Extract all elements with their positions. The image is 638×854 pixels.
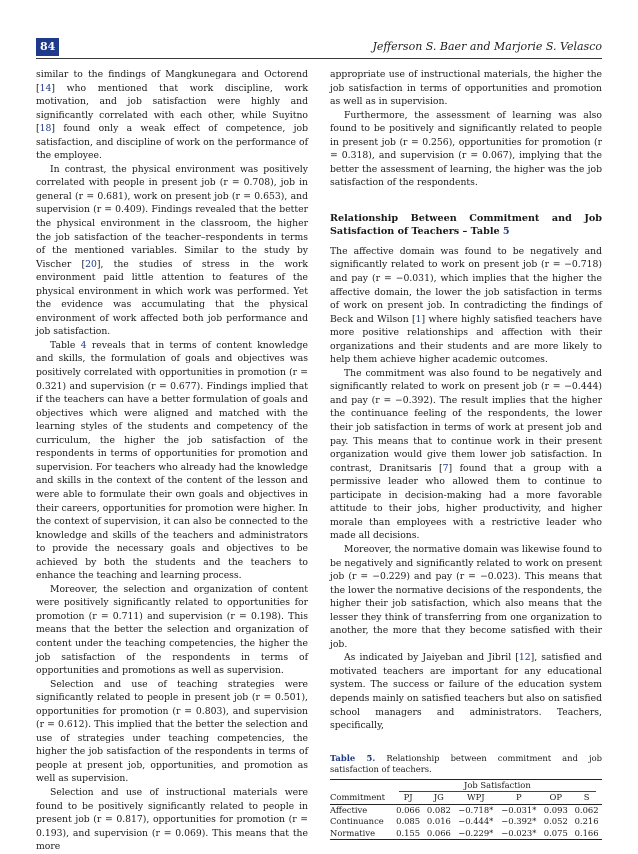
table-cell: −0.023* xyxy=(497,828,540,840)
header-rule xyxy=(36,58,602,59)
table-caption: Table 5. Relationship between commitment and job satisfaction of teachers. xyxy=(330,752,602,775)
table-row xyxy=(330,828,602,840)
running-head: Jefferson S. Baer and Marjorie S. Velasco xyxy=(372,40,602,53)
citation-link[interactable]: 18 xyxy=(39,123,52,135)
paragraph: Furthermore, the assessment of learning was also found to be positively and significantly related to people in present job (r = 0.256), opportunities for promotion (r = 0.318), and supervision (r = 0.067), implying that the better the assessment of learning, the higher was the job satisfaction of the respondents. xyxy=(330,109,602,189)
paragraph: similar to the findings of Mangkunegara and Octorend [14] who mentioned that work discipline, work motivation, and job satisfaction were highly and significantly correlated with each other, while Suyitno [18] found only a weak effect of competence, job satisfaction, and discipline of work on the performance of the employee. xyxy=(36,69,308,162)
table-cell: 0.155 xyxy=(393,828,424,840)
left-column xyxy=(36,68,308,854)
row-label: Continuance xyxy=(330,816,384,827)
table-cell: 0.166 xyxy=(571,828,602,840)
paragraph: The affective domain was found to be negatively and significantly related to work on present job (r = −0.718) and pay (r = −0.031), which implies that the higher the affective domain, the lower the job satisfaction in terms of work on present job. In contradicting the findings of Beck and Wilson [1] where highly satisfied teachers have more positive relationships and affection with their organizations and their students and are more likely to help them achieve higher academic outcomes. xyxy=(330,245,602,366)
row-label: Normative xyxy=(330,828,393,840)
table-cell: −0.718* xyxy=(458,804,494,815)
right-column xyxy=(330,68,602,840)
column-header: OP xyxy=(540,792,571,804)
table-cell: −0.444* xyxy=(458,816,494,827)
section-heading: Relationship Between Commitment and Job Satisfaction of Teachers – Table 5 xyxy=(330,212,602,238)
group-header: Job Satisfaction xyxy=(399,780,596,793)
caption-label: Table 5. xyxy=(330,752,376,763)
table-link[interactable]: 5 xyxy=(502,226,510,238)
table-cell: 0.066 xyxy=(423,828,454,840)
citation-link[interactable]: 1 xyxy=(415,313,422,325)
paragraph: In contrast, the physical environment was positively correlated with people in present job (r = 0.708), job in general (r = 0.681), work on present job (r = 0.653), and supervision (r = 0.409). Findings revealed that the better the physical environment in the classroom, the higher the job satisfaction of the teacher–respondents in terms of the mentioned variables. Similar to the study by Vischer [20], the studies of stress in the work environment paid little attention to features of the physical environment in which work was performed. Yet the evidence was accumulating that the physical environment of work affected both job performance and job satisfaction. xyxy=(36,163,308,338)
table-cell: 0.082 xyxy=(426,804,451,815)
row-header: Commitment xyxy=(330,792,393,804)
row-label: Affective xyxy=(330,804,368,815)
table-header-row xyxy=(330,792,602,804)
table-cell: 0.075 xyxy=(540,828,571,840)
table-cell: −0.229* xyxy=(454,828,497,840)
paragraph: As indicated by Jaiyeban and Jibril [12], satisfied and motivated teachers are important for any educational system. The success or failure of the education system depends mainly on satisfied teachers but also on satisfied school managers and administrators. Teachers, specifically, xyxy=(330,652,602,732)
paragraph: Moreover, the normative domain was likewise found to be negatively and significantly related to work on present job (r = −0.229) and pay (r = −0.023). This means that the lower the normative decisions of the respondents, the higher their job satisfaction, which also means that the lesser they think of transferring from one organization to another, the more that they become satisfied with their job. xyxy=(330,543,602,650)
citation-link[interactable]: 12 xyxy=(518,652,531,664)
table-cell: 0.085 xyxy=(396,816,421,827)
citation-link[interactable]: 20 xyxy=(85,258,97,270)
table-cell: 0.052 xyxy=(543,816,568,827)
column-header: P xyxy=(497,792,540,804)
table-cell: 0.066 xyxy=(396,804,421,815)
table-cell: −0.031* xyxy=(501,804,537,815)
paragraph: appropriate use of instructional materials, the higher the job satisfaction in terms of opportunities and promotion as well as in supervision. xyxy=(330,69,602,108)
table-5 xyxy=(330,779,602,841)
citation-link[interactable]: 7 xyxy=(442,462,449,474)
table-cell: −0.392* xyxy=(501,816,537,827)
paragraph: Selection and use of instructional materials were found to be positively significantly related to people in present job (r = 0.817), opportunities for promotion (r = 0.193), and supervision (r = 0.069). This means that the more xyxy=(36,786,308,853)
citation-link[interactable]: 14 xyxy=(39,82,52,94)
table-row xyxy=(330,804,602,816)
table-link[interactable]: 4 xyxy=(80,339,87,351)
paragraph: Table 4 reveals that in terms of content knowledge and skills, the formulation of goals and objectives was positively correlated with opportunities in promotion (r = 0.321) and supervision (r = 0.677). Findings implied that if the teachers can have a better formulation of goals and objectives which were aligned and matched with the learning styles of the students and competency of the curriculum, the higher the job satisfaction of the respondents in terms of opportunities for promotion and supervision. For teachers who already had the knowledge and skills in the context of the content of the lesson and were able to formulate their own goals and objectives in their careers, opportunities for promotion were higher. In the context of supervision, it can also be connected to the knowledge and skills of the teachers and administrators to provide the necessary goals and objectives to be achieved by both the students and the teachers to enhance the teaching and learning process. xyxy=(36,339,308,582)
column-header: PJ xyxy=(393,792,424,804)
page-header xyxy=(36,38,602,56)
page-number: 84 xyxy=(36,38,59,56)
table-cell: 0.093 xyxy=(543,804,568,815)
column-header: S xyxy=(571,792,602,804)
paragraph: Selection and use of teaching strategies were significantly related to people in present job (r = 0.501), opportunities for promotion (r = 0.803), and supervision (r = 0.612). This implied that the better the selection and use of strategies under teaching competencies, the higher the job satisfaction of the respondents in terms of people at present job, opportunities, and promotion as well as supervision. xyxy=(36,678,308,785)
table-cell: 0.062 xyxy=(574,804,599,815)
table-cell: 0.216 xyxy=(574,816,599,827)
column-header: WPJ xyxy=(454,792,497,804)
table-group-header-row xyxy=(330,779,602,792)
paragraph: The commitment was also found to be negatively and significantly related to work on present job (r = −0.444) and pay (r = −0.392). The result implies that the higher the continuance feeling of the respondents, the lower their job satisfaction in terms of work at present job and pay. This means that to continue work in their present organization would give them lower job satisfaction. In contrast, Dranitsaris [7] found that a group with a permissive leader who allowed them to continue to participate in decision-making had a more favorable attitude to their jobs, higher productivity, and higher morale than employees with a restrictive leader who made all decisions. xyxy=(330,367,602,542)
column-header: JG xyxy=(423,792,454,804)
table-cell: 0.016 xyxy=(426,816,451,827)
paragraph: Moreover, the selection and organization of content were positively significantly related to opportunities for promotion (r = 0.711) and supervision (r = 0.198). This means that the better the selection and organization of content under the teaching competencies, the higher the job satisfaction of the respondents in terms of opportunities and promotions as well as supervision. xyxy=(36,583,308,677)
